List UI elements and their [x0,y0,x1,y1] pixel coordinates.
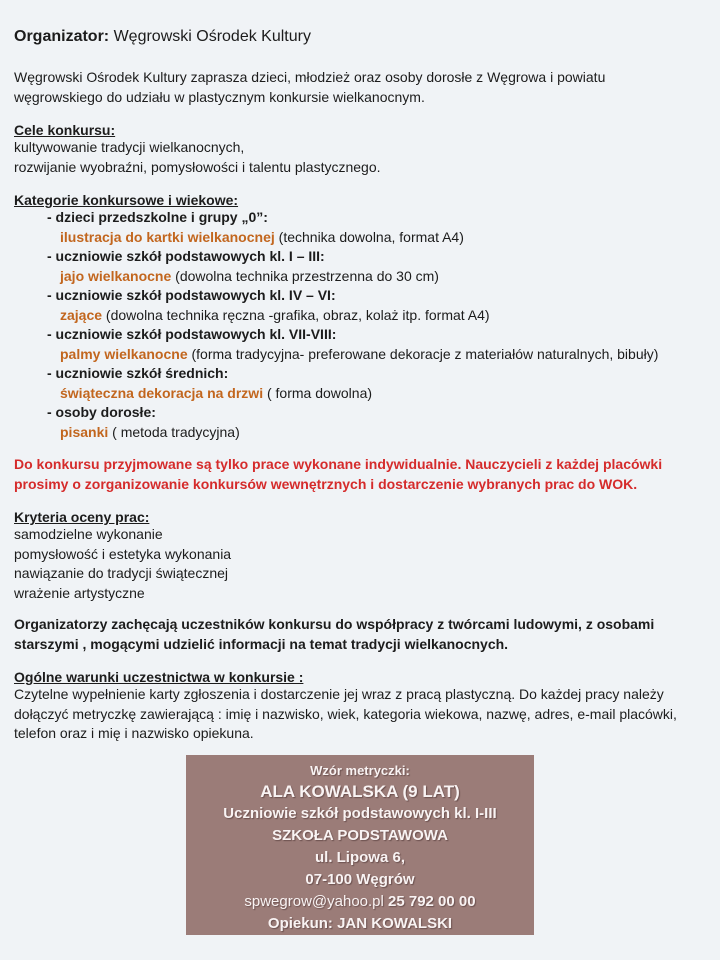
metryczka-email: spwegrow@yahoo.pl [244,892,384,910]
individual-works-notice [14,455,706,494]
metryczka-heading: Wzór metryczki: [310,762,410,778]
conditions-line: Czytelne wypełnienie karty zgłoszenia i dostarczenie jej wraz z pracą plastyczną. Do każdej pracy należy [14,686,664,702]
category-detail [14,423,706,443]
conditions-paragraph [14,685,706,744]
criteria-item: wrażenie artystyczne [14,584,145,601]
criteria-item: pomysłowość i estetyka wykonania [14,545,232,562]
category-list [14,208,706,442]
category-header: - dzieci przedszkolne i grupy „0”: [47,209,268,225]
category-detail [14,384,706,404]
organizer-label: Organizator: [14,28,110,45]
metryczka-name: ALA KOWALSKA (9 LAT) [260,781,460,801]
notice-line: Do konkursu przyjmowane są tylko prace wykonane indywidualnie. Nauczycieli z każdej placówki [14,456,663,472]
intro-line: węgrowskiego do udziału w plastycznym konkursie wielkanocnym. [14,88,425,105]
category-item-name: palmy wielkanocne [60,345,188,362]
page-title [14,28,706,46]
category-header: - uczniowie szkół podstawowych kl. VII-VIII: [47,326,337,342]
notice-line: prosimy o zorganizowanie konkursów wewnętrznych i dostarczenie wybranych prac do WOK. [14,475,638,492]
criteria-item: samodzielne wykonanie [14,526,163,542]
organizer-name: Węgrowski Ośrodek Kultury [113,28,311,45]
category-header: - uczniowie szkół podstawowych kl. IV – VI: [47,287,336,303]
category-header: - uczniowie szkół podstawowych kl. I – III: [47,248,325,264]
conditions-line: dołączyć metryczkę zawierającą : imię i nazwisko, wiek, kategoria wiekowa, nazwę, adres, e-mail placówki, [14,705,677,722]
metryczka-category: Uczniowie szkół podstawowych kl. I-III [223,804,497,822]
category-detail [14,345,706,365]
category-detail [14,267,706,287]
encouragement-paragraph [14,615,706,654]
category-item-name: pisanki [60,423,109,440]
criteria-heading: Kryteria oceny prac: [14,509,150,525]
metryczka-street: ul. Lipowa 6, [314,848,405,866]
metryczka-guardian: Opiekun: JAN KOWALSKI [267,914,453,932]
metryczka-school: SZKOŁA PODSTAWOWA [272,826,448,844]
goals-list [14,138,706,177]
conditions-heading: Ogólne warunki uczestnictwa w konkursie : [14,669,304,685]
category-item-desc: (technika dowolna, format A4) [274,228,464,245]
goal-item: kultywowanie tradycji wielkanocnych, [14,139,245,155]
encouragement-line: starszymi , mogącymi udzielić informacji na temat tradycji wielkanocnych. [14,635,509,652]
goals-heading: Cele konkursu: [14,122,116,138]
metryczka-phone: 25 792 00 00 [383,892,476,910]
category-item-name: ilustracja do kartki wielkanocnej [60,228,275,245]
metryczka-city: 07-100 Węgrów [305,870,415,888]
category-item-name: zające [60,306,103,323]
category-item-name: świąteczna dekoracja na drzwi [60,384,264,401]
category-header: - osoby dorosłe: [47,404,156,420]
intro-line: Węgrowski Ośrodek Kultury zaprasza dzieci, młodzież oraz osoby dorosłe z Węgrowa i powiatu [14,69,606,85]
encouragement-line: Organizatorzy zachęcają uczestników konkursu do współpracy z twórcami ludowymi, z osobami [14,616,655,632]
criteria-item: nawiązanie do tradycji świątecznej [14,565,228,581]
category-detail [14,306,706,326]
conditions-line: telefon oraz i mię i nazwisko opiekuna. [14,725,254,741]
category-header: - uczniowie szkół średnich: [47,365,229,381]
intro-paragraph [14,68,706,107]
category-item-desc: ( metoda tradycyjna) [108,423,240,440]
category-item-desc: (dowolna technika przestrzenna do 30 cm) [171,267,439,284]
category-item-desc: (forma tradycyjna- preferowane dekoracje z materiałów naturalnych, bibuły) [187,345,659,362]
category-item-name: jajo wielkanocne [60,267,172,284]
metryczka-sample-box [186,755,534,935]
category-detail [14,228,706,248]
criteria-list [14,525,706,603]
categories-heading: Kategorie konkursowe i wiekowe: [14,192,239,208]
category-item-desc: (dowolna technika ręczna -grafika, obraz, kolaż itp. format A4) [102,306,490,323]
goal-item: rozwijanie wyobraźni, pomysłowości i talentu plastycznego. [14,158,381,175]
category-item-desc: ( forma dowolna) [263,384,373,401]
metryczka-contact [186,891,534,913]
